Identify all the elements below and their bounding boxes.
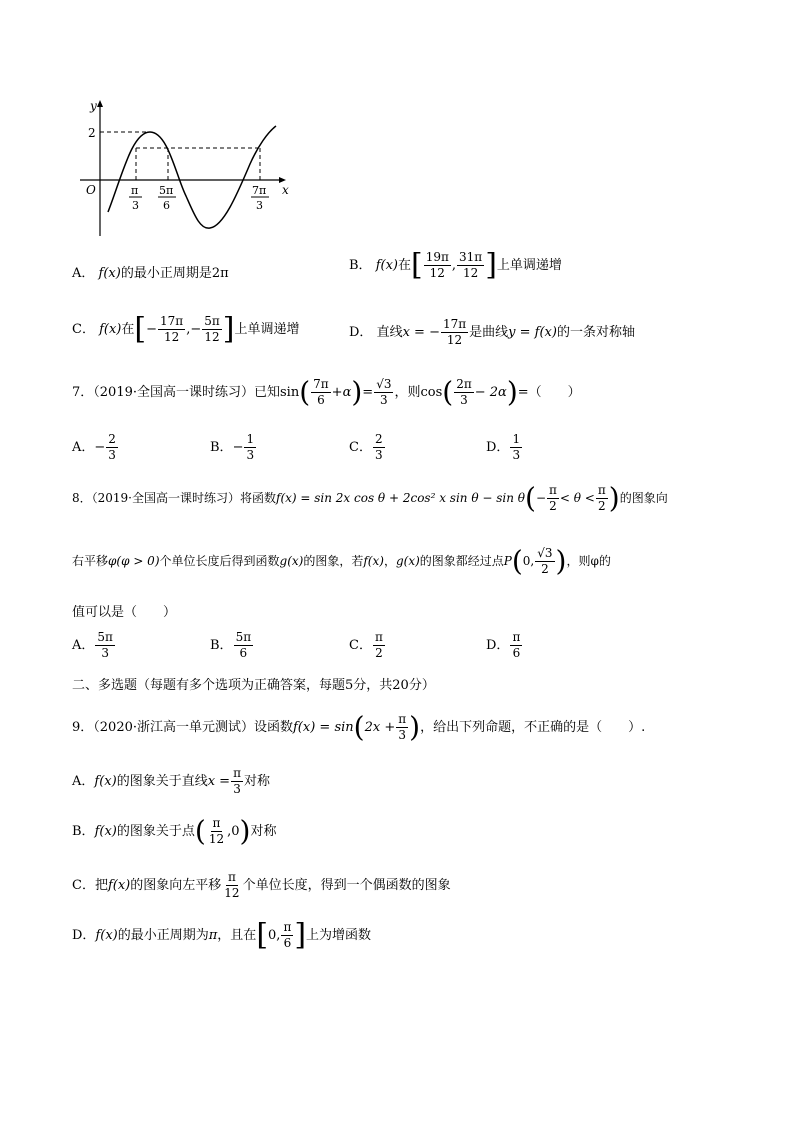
question-tail: ，给出下列命题，不正确的是（ ）. — [420, 720, 646, 735]
q6-option-b: B． f(x)在[ $\frac{19\pi}{12}$ , $\frac{31\pi}{12}$ ]上单调递增 — [349, 247, 562, 283]
q8-stem-line1: 8．（2019·全国高一课时练习）将函数f(x) = sin 2x cos θ + 2cos² x sin θ − sin θ(− $\frac{\pi}{2}$ < θ < $\frac{\pi}{2}$ )的图象向 — [72, 481, 668, 515]
frac-den: 3 — [246, 448, 255, 462]
frac-den: 12 — [224, 886, 240, 900]
option-letter: D． — [349, 325, 373, 340]
math-sign: − — [535, 491, 546, 505]
frac-den: 12 — [204, 330, 220, 344]
origin-label: O — [86, 183, 96, 197]
math-term: ,0 — [227, 824, 240, 839]
frac-num: π — [398, 712, 407, 726]
frac-num: √3 — [376, 377, 392, 391]
option-letter: C． — [349, 440, 372, 455]
q7-option-b — [210, 432, 257, 463]
math-fx: f(x) = sin — [293, 720, 354, 735]
q7-option-d — [486, 432, 523, 463]
option-letter: C． — [72, 322, 95, 337]
option-text: 对称 — [243, 774, 270, 789]
frac-den: 3 — [512, 448, 521, 462]
option-text: 上单调递增 — [234, 322, 300, 337]
math-fx: f(x) — [375, 258, 398, 273]
frac-den: 6 — [512, 646, 521, 660]
x-tick-3-num: 7π — [252, 184, 267, 197]
frac-den: 2 — [375, 646, 383, 660]
frac-den: 12 — [429, 266, 445, 280]
frac-num: 5π — [204, 314, 220, 328]
question-text: 的图象都经过点 — [419, 554, 504, 568]
math-term: +α — [331, 385, 352, 400]
q9-option-b: B．f(x)的图象关于点( $\frac{\pi}{12}$ ,0)对称 — [72, 814, 277, 848]
math-term: φ(φ > 0) — [108, 554, 160, 568]
math-term: 2x + — [364, 720, 396, 735]
option-letter: C． — [72, 878, 95, 893]
option-text: 上为增函数 — [306, 928, 372, 943]
option-text: ，且在 — [217, 928, 257, 943]
q9-option-d: D．f(x)的最小正周期为π，且在[0, $\frac{\pi}{6}$ ]上为增函数 — [72, 917, 372, 953]
x-tick-3-den: 3 — [256, 199, 263, 212]
frac-num: 2π — [456, 377, 472, 391]
option-text: 是曲线 — [469, 325, 509, 340]
function-graph — [72, 96, 302, 242]
frac-den: 12 — [208, 832, 225, 846]
option-text: 对称 — [250, 824, 277, 839]
frac-num: π — [512, 630, 521, 644]
frac-den: 6 — [283, 936, 292, 950]
math-point: P — [503, 554, 512, 568]
option-letter: D． — [486, 638, 510, 653]
frac-den: 12 — [446, 333, 463, 347]
y-tick-2: 2 — [88, 126, 96, 140]
question-text: 的图象，若 — [303, 554, 364, 568]
q9-option-c — [72, 870, 451, 901]
option-text: 直线 — [376, 325, 403, 340]
option-letter: C． — [349, 638, 372, 653]
question-text: ，则φ的 — [566, 554, 611, 568]
q8-stem-line2: 右平移φ(φ > 0)个单位长度后得到函数g(x)的图象，若f(x)，g(x)的图象都经过点P(0, $\frac{√3}{2}$ )，则φ的 — [72, 544, 611, 578]
frac-num: π — [212, 816, 221, 830]
option-text: 上单调递增 — [496, 258, 562, 273]
math-fx: f(x) — [94, 774, 117, 789]
math-fx: f(x) = sin 2x cos θ + 2cos² x sin θ − sin θ — [276, 491, 525, 505]
frac-num: 17π — [442, 317, 467, 331]
option-text: 的图象关于点 — [116, 824, 195, 839]
frac-num: √3 — [537, 546, 553, 560]
frac-num: π — [283, 920, 292, 934]
x-tick-1-num: π — [131, 184, 139, 197]
option-text: 的图象关于直线 — [116, 774, 208, 789]
x-tick-2-den: 6 — [163, 199, 170, 212]
frac-den: 3 — [374, 448, 383, 462]
question-prefix: 9．（2020·浙江高一单元测试）设函数 — [72, 720, 293, 735]
math-fn: sin — [280, 385, 300, 400]
q6-option-a — [72, 262, 229, 281]
frac-den: 12 — [462, 266, 479, 280]
frac-num: 17π — [160, 314, 184, 328]
q8-option-c — [349, 630, 386, 661]
option-letter: A． — [72, 440, 95, 455]
option-letter: B． — [210, 638, 233, 653]
math-eq: x = — [207, 774, 231, 789]
question-text: 个单位长度后得到函数 — [159, 554, 280, 568]
q7-option-a — [72, 432, 119, 463]
x-tick-2-num: 5π — [159, 184, 174, 197]
frac-num: π — [549, 483, 557, 497]
option-text: 个单位长度，得到一个偶函数的图象 — [242, 878, 451, 893]
frac-num: 2 — [374, 432, 383, 446]
frac-den: 6 — [317, 393, 325, 407]
q8-option-d — [486, 630, 523, 661]
math-fx: f(x) — [99, 322, 122, 337]
option-letter: D． — [486, 440, 510, 455]
question-tail: =（ ） — [517, 385, 581, 400]
option-letter: A． — [72, 638, 95, 653]
frac-den: 3 — [233, 782, 241, 796]
option-text: 的图象向左平移 — [130, 878, 222, 893]
q9-stem: 9．（2020·浙江高一单元测试）设函数f(x) = sin(2x + $\frac{\pi}{3}$ )，给出下列命题，不正确的是（ ）. — [72, 710, 646, 744]
q8-option-a — [72, 630, 116, 661]
q7-option-c — [349, 432, 386, 463]
option-text: 的最小正周期为 — [117, 928, 209, 943]
math-ineq: < θ < — [559, 491, 595, 505]
frac-den: 3 — [101, 646, 109, 660]
frac-den: 2 — [541, 562, 549, 576]
math-fx: f(x) — [107, 878, 131, 893]
q6-option-d — [349, 317, 635, 348]
option-letter: B． — [349, 258, 372, 273]
frac-den: 3 — [398, 728, 406, 742]
frac-num: π — [597, 483, 606, 497]
frac-den: 3 — [108, 448, 116, 462]
math-term: g(x) — [395, 554, 420, 568]
q8-option-b — [210, 630, 254, 661]
frac-den: 3 — [380, 393, 388, 407]
frac-num: 7π — [313, 377, 329, 391]
question-text: 的图象向 — [619, 491, 668, 505]
q9-option-a — [72, 766, 270, 797]
frac-den: 6 — [239, 646, 248, 660]
math-term: π — [208, 928, 218, 943]
option-text: 在 — [398, 258, 412, 273]
frac-den: 12 — [163, 330, 180, 344]
frac-num: 31π — [459, 250, 483, 264]
frac-den: 2 — [597, 499, 606, 513]
option-letter: B． — [210, 440, 233, 455]
math-term: 0, — [522, 554, 535, 568]
option-letter: B． — [72, 824, 95, 839]
math-term: g(x) — [279, 554, 304, 568]
frac-den: 2 — [549, 499, 557, 513]
frac-num: π — [233, 766, 241, 780]
option-text: 的一条对称轴 — [556, 325, 635, 340]
option-letter: A． — [72, 266, 95, 281]
frac-num: 5π — [235, 630, 252, 644]
q6-option-c: C． f(x)在[− $\frac{17\pi}{12}$ ,− $\frac{5\pi}{12}$ ]上单调递增 — [72, 311, 300, 347]
math-fx: f(x) — [95, 928, 118, 943]
math-fn: cos — [420, 385, 443, 400]
option-sign: − — [232, 440, 244, 455]
math-term: 0, — [268, 928, 281, 943]
option-text: 在 — [121, 322, 135, 337]
frac-num: 19π — [425, 250, 449, 264]
option-text: 把 — [94, 878, 108, 893]
math-term: f(x) — [363, 554, 384, 568]
option-sign: − — [94, 440, 106, 455]
option-letter: A． — [72, 774, 95, 789]
x-tick-1-den: 3 — [132, 199, 139, 212]
x-axis-label: x — [282, 183, 289, 197]
frac-num: 2 — [108, 432, 116, 446]
math-eq: = — [362, 385, 374, 400]
math-eq: y = f(x) — [508, 325, 557, 340]
frac-num: π — [374, 630, 383, 644]
frac-num: 1 — [246, 432, 255, 446]
math-fx: f(x) — [94, 824, 117, 839]
frac-den: 3 — [460, 393, 468, 407]
math-fx: f(x) — [98, 266, 121, 281]
frac-num: 1 — [512, 432, 521, 446]
section-heading: 二、多选题（每题有多个选项为正确答案，每题5分，共20分） — [72, 678, 435, 693]
q8-stem-line3: 值可以是（ ） — [72, 605, 177, 620]
option-text: 的最小正周期是2π — [120, 266, 229, 281]
question-text: ，则 — [394, 385, 421, 400]
question-text: ， — [383, 554, 396, 568]
question-prefix: 8．（2019·全国高一课时练习）将函数 — [72, 491, 276, 505]
question-prefix: 7．（2019·全国高一课时练习）已知 — [72, 385, 280, 400]
math-term: − 2α — [474, 385, 507, 400]
math-eq: x = − — [402, 325, 440, 340]
y-axis-label: y — [90, 99, 97, 113]
question-text: 右平移 — [72, 554, 109, 568]
q7-stem: 7．（2019·全国高一课时练习）已知sin( $\frac{7\pi}{6}$ +α)= $\frac{√3}{3}$ ，则cos( $\frac{2\pi}{3}$ − 2α)=（ ） — [72, 375, 581, 409]
option-letter: D． — [72, 928, 96, 943]
frac-num: π — [227, 870, 236, 884]
frac-num: 5π — [97, 630, 113, 644]
